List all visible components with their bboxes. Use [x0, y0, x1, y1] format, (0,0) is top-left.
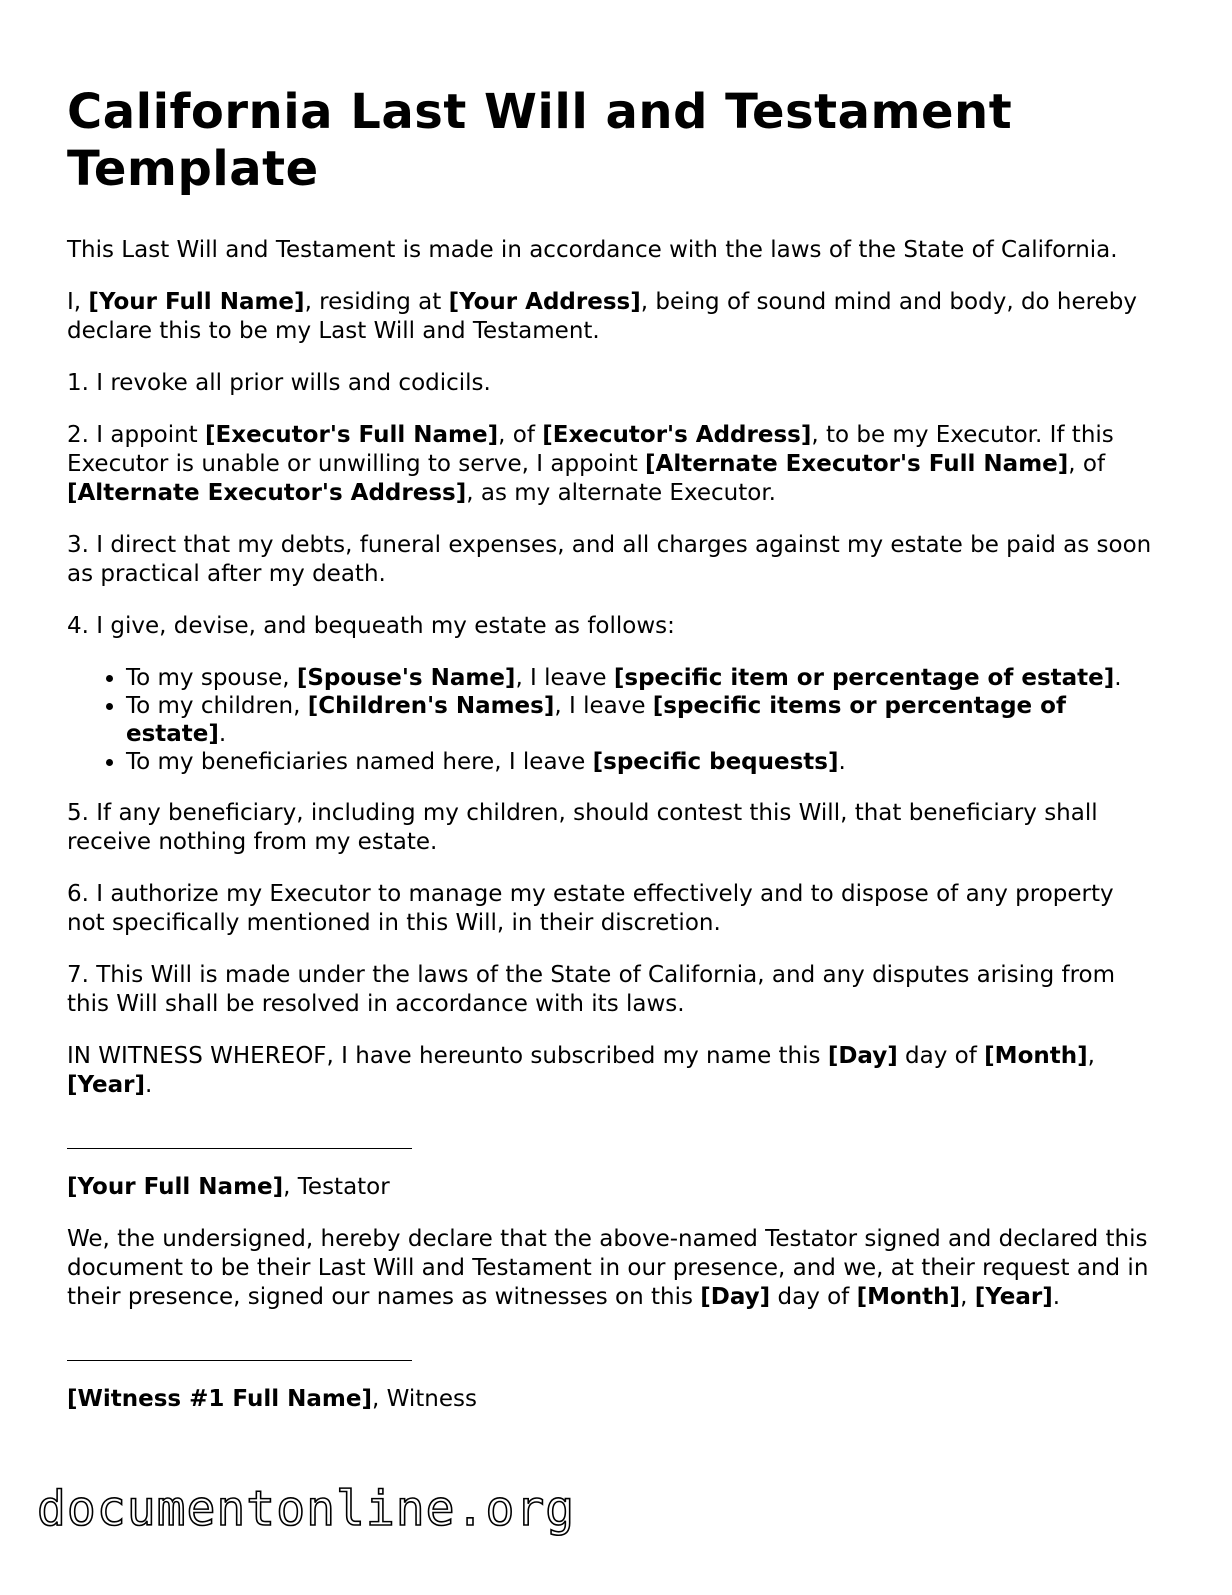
year-placeholder: [Year]: [67, 1072, 146, 1098]
testator-address-placeholder: [Your Address]: [448, 289, 641, 315]
executor-name-placeholder: [Executor's Full Name]: [205, 422, 499, 448]
clause-4: 4. I give, devise, and bequeath my estate as follows:: [67, 613, 675, 639]
bequest-beneficiaries: • To my beneficiaries named here, I leave [specific bequests].: [126, 748, 1157, 776]
attestation-paragraph: We, the undersigned, hereby declare that the above-named Testator signed and declared this document to be their Last Will and Testament in our presence, and we, at their request and in their presence, signed our names as witnesses on this [Day] day of [Month], [Year].: [67, 1226, 1149, 1310]
beneficiaries-gift-placeholder: [specific bequests]: [592, 749, 839, 775]
clause-1: 1. I revoke all prior wills and codicils.: [67, 370, 491, 396]
day-placeholder: [Day]: [827, 1043, 898, 1069]
clause-6: 6. I authorize my Executor to manage my estate effectively and to dispose of any property not specifically mentioned in this Will, in their discretion.: [67, 881, 1114, 936]
witness1-signature-line[interactable]: [67, 1360, 412, 1361]
alternate-executor-name-placeholder: [Alternate Executor's Full Name]: [645, 451, 1069, 477]
clause-7: 7. This Will is made under the laws of the State of California, and any disputes arising from this Will shall be resolved in accordance with its laws.: [67, 962, 1116, 1017]
document-title: California Last Will and Testament Template: [67, 84, 1013, 197]
witness-clause: IN WITNESS WHEREOF, I have hereunto subscribed my name this [Day] day of [Month], [Year].: [67, 1043, 1095, 1098]
testator-signature-caption: [Your Full Name], Testator: [67, 1174, 390, 1200]
watermark: documentonline.org: [37, 1481, 576, 1537]
bequest-spouse: • To my spouse, [Spouse's Name], I leave [specific item or percentage of estate].: [126, 664, 1157, 692]
attestation-month-placeholder: [Month]: [856, 1284, 961, 1310]
month-placeholder: [Month]: [984, 1043, 1088, 1069]
children-names-placeholder: [Children's Names]: [307, 693, 555, 719]
attestation-year-placeholder: [Year]: [974, 1284, 1053, 1310]
bequest-children: • To my children, [Children's Names], I leave [specific items or percentage of estate].: [126, 692, 1157, 748]
children-gift-placeholder: [specific items or percentage of estate]: [126, 693, 1066, 747]
intro-paragraph: This Last Will and Testament is made in accordance with the laws of the State of California.: [67, 237, 1118, 263]
clause-2: 2. I appoint [Executor's Full Name], of [Executor's Address], to be my Executor. If this Executor is unable or unwilling to serve, I appoint [Alternate Executor's Full Name], of [Alternate Executor's Address], as my alternate Executor.: [67, 422, 1114, 506]
alternate-executor-address-placeholder: [Alternate Executor's Address]: [67, 480, 467, 506]
clause-5: 5. If any beneficiary, including my children, should contest this Will, that beneficiary shall receive nothing from my estate.: [67, 800, 1098, 855]
bequest-list: [67, 664, 1157, 776]
witness1-signature-caption: [Witness #1 Full Name], Witness: [67, 1386, 477, 1412]
attestation-day-placeholder: [Day]: [700, 1284, 771, 1310]
testator-name-placeholder: [Your Full Name]: [88, 289, 305, 315]
spouse-gift-placeholder: [specific item or percentage of estate]: [613, 665, 1115, 691]
spouse-name-placeholder: [Spouse's Name]: [296, 665, 516, 691]
clause-3: 3. I direct that my debts, funeral expenses, and all charges against my estate be paid as soon as practical after my death.: [67, 532, 1152, 587]
declaration-paragraph: I, [Your Full Name], residing at [Your Address], being of sound mind and body, do hereby declare this to be my Last Will and Testament.: [67, 289, 1137, 344]
testator-signature-line[interactable]: [67, 1148, 412, 1149]
document-page: [67, 84, 1157, 1437]
executor-address-placeholder: [Executor's Address]: [542, 422, 812, 448]
